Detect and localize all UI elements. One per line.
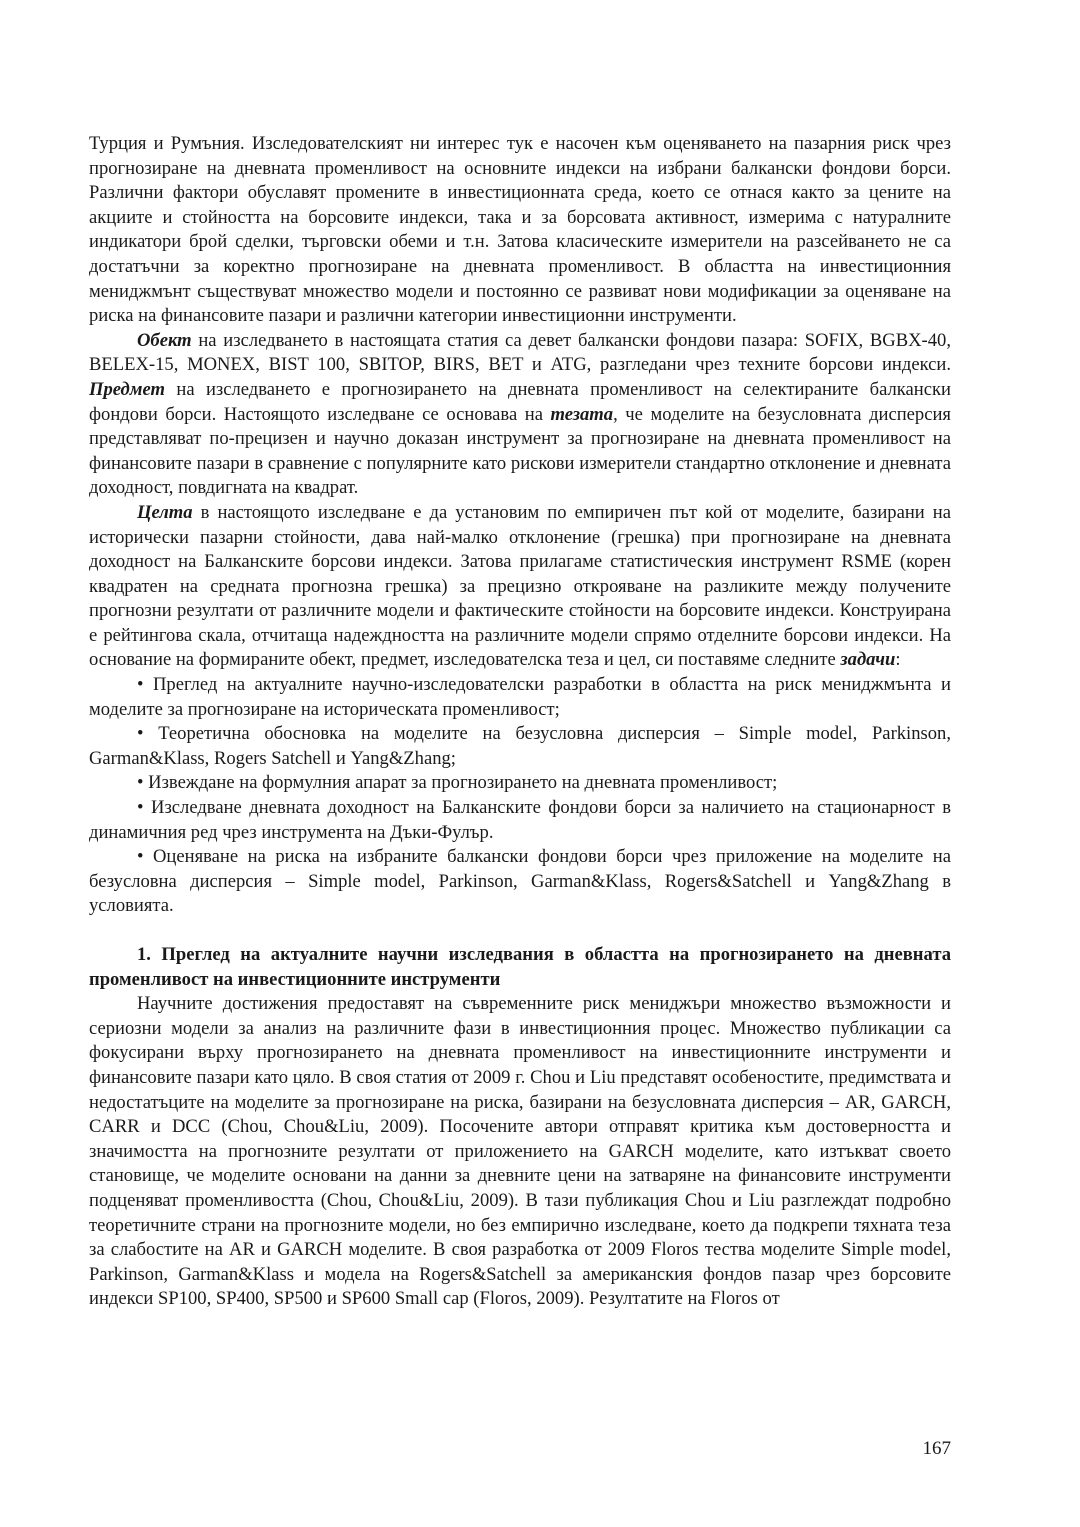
- term-thesis: тезата: [550, 403, 614, 425]
- section-spacer: [89, 919, 951, 943]
- task-bullet: • Извеждане на формулния апарат за прогнозирането на дневната променливост;: [137, 772, 778, 794]
- term-object: Обект: [137, 329, 192, 351]
- term-tasks: задачи: [840, 649, 896, 671]
- term-subject: Предмет: [89, 378, 165, 400]
- intro-paragraph: Турция и Румъния. Изследователският ни интерес тук е насочен към оценяването на пазарния риск чрез прогнозиране на дневната променливост на основните индекси на избрани балкански фондови борси. Различни фактори обуславят промените в инвестиционната среда, което се отнася както за цените на акциите и стойността на борсовите индекси, така и за борсовата активност, измерима с натуралните индикатори брой сделки, търговски обеми и т.н. Затова класическите измерители на разсейването не са достатъчни за коректно прогнозиране на дневната променливост. В областта на инвестиционния мениджмънт съществуват множество модели и постоянно се развиват нови модификации за оценяване на риска на финансовите пазари и различни категории инвестиционни инструменти.: [89, 133, 951, 327]
- task-bullet: • Оценяване на риска на избраните балкански фондови борси чрез приложение на моделите на безусловна дисперсия – Simple model, Parkinson, Garman&Klass, Rogers&Satchell и Yang&Zhang в условията.: [89, 846, 951, 917]
- task-bullet: • Изследване дневната доходност на Балканските фондови борси за наличието на стационарност в динамичния ред чрез инструмента на Дъки-Фулър.: [89, 797, 951, 843]
- term-goal: Целта: [137, 501, 193, 523]
- object-paragraph: Обект на изследването в настоящата статия са девет балкански фондови пазара: SOFIX, BGBX-40, BELEX-15, MONEX, BIST 100, SBITOP, BIRS, BET и ATG, разгледани чрез техните борсови индекси. Предмет на изследването е прогнозирането на дневната променливост на селектираните балкански фондови борси. Настоящото изследване се основава на тезата, че моделите на безусловната дисперсия представляват по-прецизен и научно доказан инструмент за прогнозиране на дневната променливост на финансовите пазари в сравнение с популярните като рискови измерители стандартно отклонение и дневната доходност, повдигната на квадрат.: [89, 329, 951, 499]
- page-number: 167: [922, 1438, 951, 1459]
- section-heading: 1. Преглед на актуалните научни изследвания в областта на прогнозирането на дневната променливост на инвестиционните инструменти: [89, 944, 951, 990]
- goal-paragraph: Целта в настоящото изследване е да установим по емпиричен път кой от моделите, базирани на исторически пазарни стойности, дава най-малко отклонение (грешка) при прогнозиране на дневната доходност на Балканските борсови индекси. Затова прилагаме статистическия инструмент RSME (корен квадратен на средната прогнозна грешка) за прецизно открояване на разликите между получените прогнозни резултати от различните модели и фактическите стойности на борсовите индекси. Конструирана е рейтингова скала, отчитаща надеждността на различните модели спрямо отделните борсови индекси. На основание на формираните обект, предмет, изследователска теза и цел, си поставяме следните задачи:: [89, 501, 951, 671]
- review-paragraph: Научните достижения предоставят на съвременните риск мениджъри множество възможности и сериозни модели за анализ на различните фази в инвестиционния процес. Множество публикации са фокусирани върху прогнозирането на дневната променливост на инвестиционните инструменти и финансовите пазари като цяло. В своя статия от 2009 г. Chou и Liu представят особеностите, предимствата и недостатъците на моделите за прогнозиране на риска, базирани на безусловната дисперсия – AR, GARCH, CARR и DCC (Chou, Chou&Liu, 2009). Посочените автори отправят критика към достоверността и значимостта на прогнозните резултати от приложението на GARCH моделите, като изтъкват своето становище, че моделите основани на данни за дневните цени на затваряне на финансовите инструменти подценяват променливостта (Chou, Chou&Liu, 2009). В тази публикация Chou и Liu разглеждат подробно теоретичните страни на прогнозните модели, но без емпирично изследване, което да подкрепи тяхната теза за слабостите на AR и GARCH моделите. В своя разработка от 2009 Floros тества моделите Simple model, Parkinson, Garman&Klass и модела на Rogers&Satchell за американския фондов пазар чрез борсовите индекси SP100, SP400, SP500 и SP600 Small cap (Floros, 2009). Резултатите на Floros от: [89, 993, 951, 1310]
- task-bullet: • Теоретична обосновка на моделите на безусловна дисперсия – Simple model, Parkinson, Garman&Klass, Rogers Satchell и Yang&Zhang;: [89, 723, 951, 769]
- task-bullet: • Преглед на актуалните научно-изследователски разработки в областта на риск мениджмънта и моделите за прогнозиране на историческата променливост;: [89, 674, 951, 720]
- body-text: [89, 132, 951, 1312]
